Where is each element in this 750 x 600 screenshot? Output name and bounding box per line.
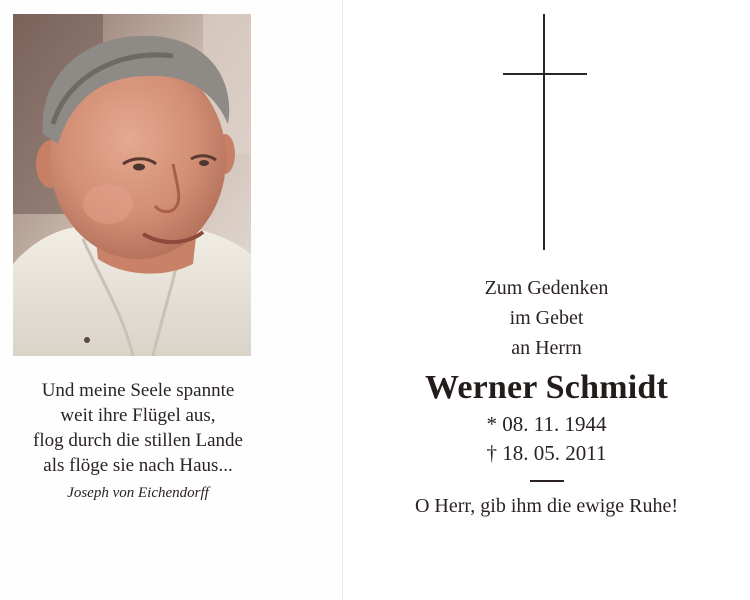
death-date: † 18. 05. 2011	[486, 441, 607, 465]
latin-cross-icon	[503, 14, 587, 250]
portrait-illustration	[13, 14, 251, 356]
poem-author: Joseph von Eichendorff	[67, 485, 209, 501]
deceased-name: Werner Schmidt	[425, 369, 668, 406]
poem-line-4: als flöge sie nach Haus...	[43, 455, 233, 476]
memorial-heading-1: Zum Gedenken	[484, 277, 609, 299]
portrait-photo	[13, 14, 251, 356]
memorial-heading-2: im Gebet	[509, 307, 584, 329]
poem-line-2: weit ihre Flügel aus,	[60, 405, 216, 426]
poem-block	[0, 378, 276, 506]
birth-date: * 08. 11. 1944	[486, 412, 607, 436]
prayer-line: O Herr, gib ihm die ewige Ruhe!	[414, 495, 679, 517]
poem-line-3: flog durch die stillen Lande	[33, 430, 243, 451]
memorial-heading-3: an Herrn	[511, 337, 582, 359]
memorial-block	[343, 273, 750, 521]
short-divider	[530, 480, 564, 482]
poem-line-1: Und meine Seele spannte	[41, 380, 235, 401]
